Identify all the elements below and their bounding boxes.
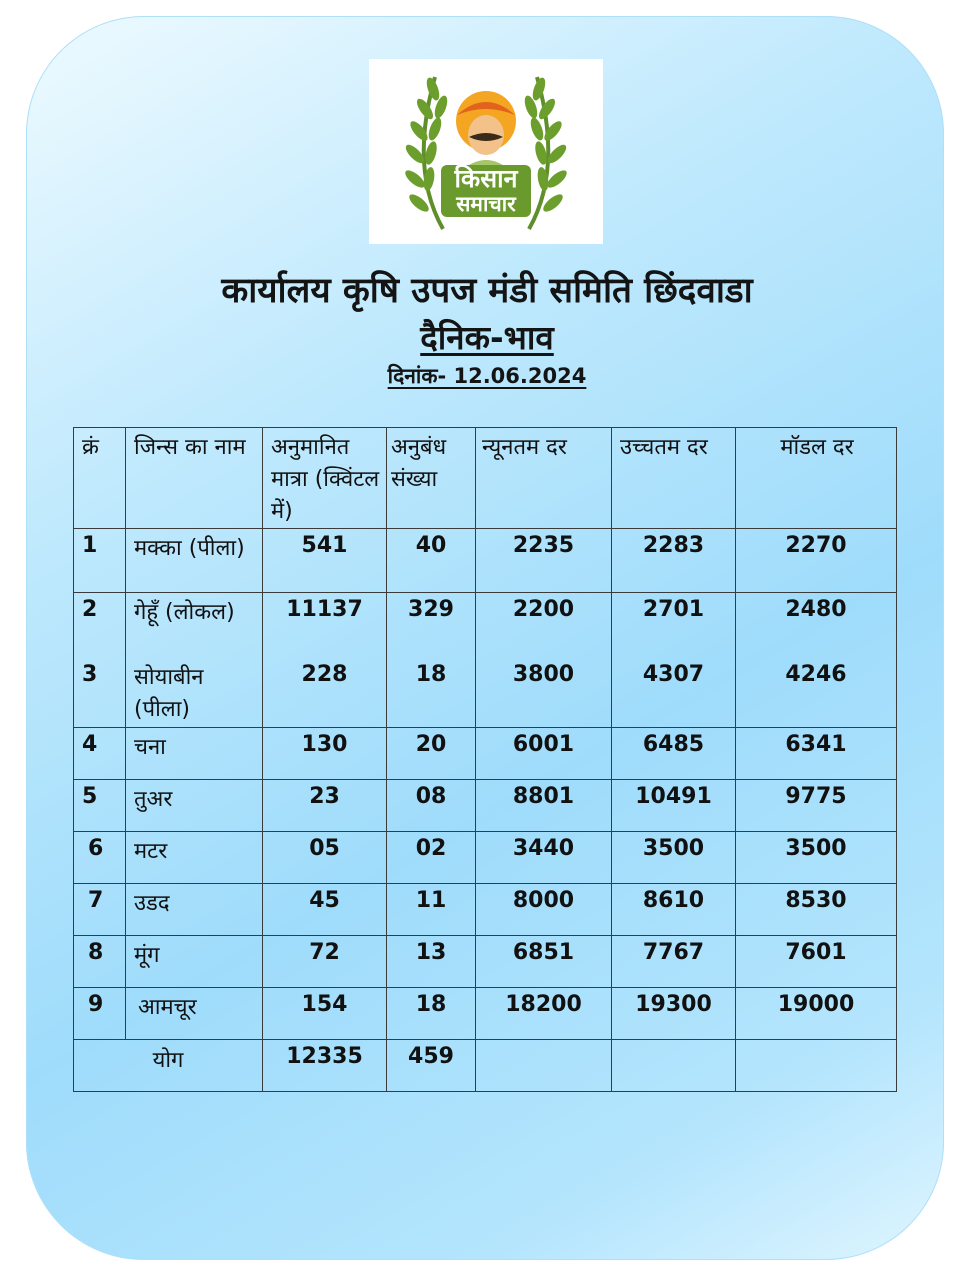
total-min-empty [476, 1040, 612, 1092]
cell-min: 8000 [476, 884, 612, 936]
cell-qty: 72 [263, 936, 387, 988]
col-header-model: मॉडल दर [736, 428, 897, 529]
cell-max: 10491 [612, 780, 736, 832]
cell-max: 6485 [612, 728, 736, 780]
table-header-row [74, 428, 897, 529]
cell-count: 13 [387, 936, 476, 988]
logo-text-line2: समाचार [456, 192, 516, 216]
cell-max: 2283 [612, 529, 736, 593]
cell-qty-2: 11137 [286, 597, 363, 622]
cell-sn: 7 [74, 884, 126, 936]
cell-qty: 45 [263, 884, 387, 936]
cell-min: 18200 [476, 988, 612, 1040]
cell-name-2: गेहूँ (लोकल) [134, 600, 235, 625]
cell-sn [74, 593, 126, 728]
cell-model: 3500 [736, 832, 897, 884]
cell-name: मूंग [126, 936, 263, 988]
table-row [74, 988, 897, 1040]
cell-sn: 4 [74, 728, 126, 780]
cell-name: उडद [126, 884, 263, 936]
subtitle-text: दैनिक-भाव [420, 318, 554, 357]
cell-count: 40 [387, 529, 476, 593]
kisan-samachar-logo [369, 59, 603, 244]
cell-model-2: 2480 [785, 597, 847, 622]
total-model-empty [736, 1040, 897, 1092]
cell-count [387, 593, 476, 728]
total-max-empty [612, 1040, 736, 1092]
cell-max: 19300 [612, 988, 736, 1040]
cell-count: 08 [387, 780, 476, 832]
table-row [74, 936, 897, 988]
total-qty: 12335 [263, 1040, 387, 1092]
cell-sn-2: 2 [82, 597, 98, 622]
cell-name [126, 593, 263, 728]
table-total-row [74, 1040, 897, 1092]
col-header-sn: क्रं [74, 428, 126, 529]
col-header-max: उच्चतम दर [612, 428, 736, 529]
cell-model: 2270 [736, 529, 897, 593]
cell-max: 7767 [612, 936, 736, 988]
cell-name-3: सोयाबीन (पीला) [134, 665, 204, 722]
cell-min: 3440 [476, 832, 612, 884]
cell-model: 9775 [736, 780, 897, 832]
cell-qty-3: 228 [301, 662, 348, 687]
date-text: दिनांक- 12.06.2024 [387, 364, 587, 388]
cell-sn-3: 3 [82, 662, 98, 687]
cell-min: 6001 [476, 728, 612, 780]
cell-min: 8801 [476, 780, 612, 832]
cell-qty: 541 [263, 529, 387, 593]
table-row [74, 832, 897, 884]
cell-sn: 5 [74, 780, 126, 832]
cell-qty: 130 [263, 728, 387, 780]
cell-max: 8610 [612, 884, 736, 936]
col-header-name: जिन्स का नाम [126, 428, 263, 529]
cell-count: 11 [387, 884, 476, 936]
total-label: योग [74, 1040, 263, 1092]
cell-name: मटर [126, 832, 263, 884]
cell-sn: 8 [74, 936, 126, 988]
col-header-count: अनुबंध संख्या [387, 428, 476, 529]
total-count: 459 [387, 1040, 476, 1092]
cell-min-2: 2200 [512, 597, 575, 622]
logo-text-line1: किसान [454, 164, 518, 193]
cell-min: 2235 [476, 529, 612, 593]
cell-model [736, 593, 897, 728]
cell-count-3: 18 [415, 662, 447, 687]
cell-qty: 23 [263, 780, 387, 832]
cell-model: 19000 [736, 988, 897, 1040]
cell-count: 18 [387, 988, 476, 1040]
col-header-qty: अनुमानित मात्रा (क्विंटल में) [263, 428, 387, 529]
cell-sn: 1 [74, 529, 126, 593]
cell-min: 6851 [476, 936, 612, 988]
cell-sn: 6 [74, 832, 126, 884]
cell-name: तुअर [126, 780, 263, 832]
cell-count: 20 [387, 728, 476, 780]
date-line [0, 362, 974, 390]
cell-name: चना [126, 728, 263, 780]
cell-sn: 9 [74, 988, 126, 1040]
office-title: कार्यालय कृषि उपज मंडी समिति छिंदवाडा [221, 271, 753, 311]
cell-model-3: 4246 [785, 662, 847, 687]
cell-count-2: 329 [408, 597, 454, 622]
table-row-merged [74, 593, 897, 728]
cell-max-2: 2701 [642, 597, 705, 622]
cell-model: 8530 [736, 884, 897, 936]
cell-name: मक्का (पीला) [126, 529, 263, 593]
cell-count: 02 [387, 832, 476, 884]
cell-model: 6341 [736, 728, 897, 780]
table-row [74, 884, 897, 936]
table-row [74, 529, 897, 593]
cell-qty: 154 [263, 988, 387, 1040]
cell-max [612, 593, 736, 728]
table-row [74, 780, 897, 832]
cell-name: आमचूर [126, 988, 263, 1040]
cell-min-3: 3800 [512, 662, 575, 687]
cell-qty [263, 593, 387, 728]
cell-min [476, 593, 612, 728]
rates-table [73, 427, 897, 1092]
col-header-min: न्यूनतम दर [476, 428, 612, 529]
cell-max: 3500 [612, 832, 736, 884]
table-row [74, 728, 897, 780]
cell-model: 7601 [736, 936, 897, 988]
page-subtitle [0, 314, 974, 359]
cell-max-3: 4307 [642, 662, 705, 687]
cell-qty: 05 [263, 832, 387, 884]
